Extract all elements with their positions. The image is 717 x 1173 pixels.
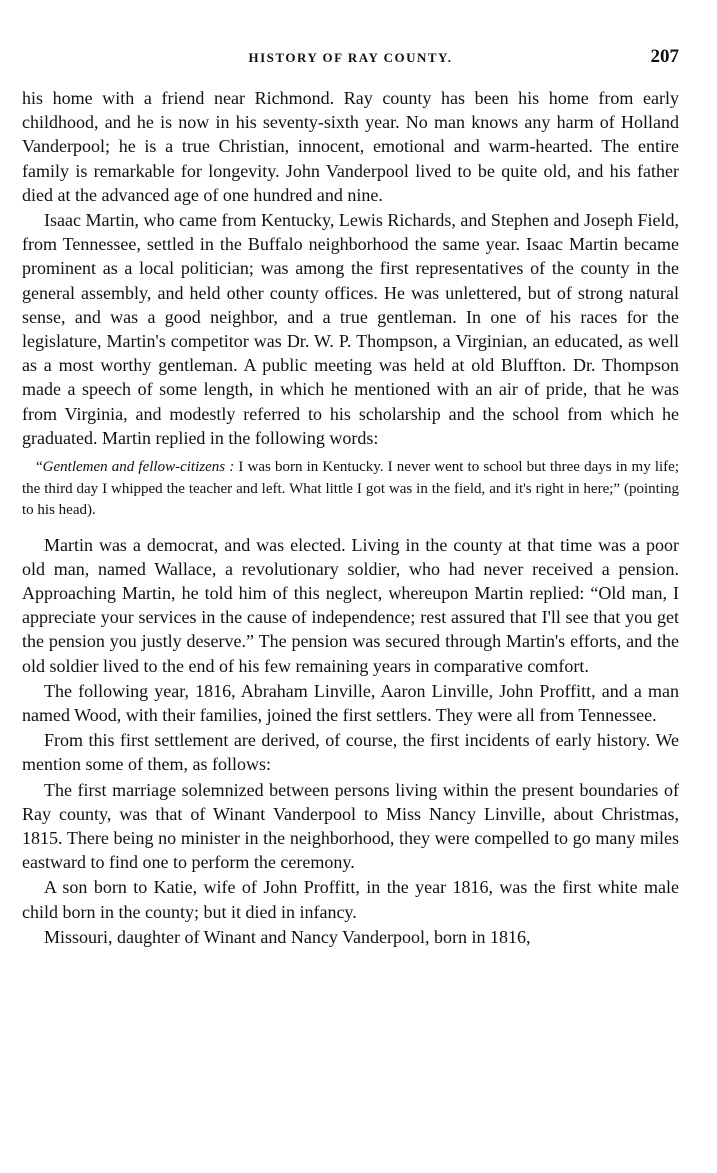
paragraph-6: The first marriage solemnized between persons living within the present boundaries of Ray county, was that of Winant Vanderpool to Miss Nancy Linville, about Christmas, 1815. There being no minister in the neighborhood, they were compelled to go many miles eastward to find one to perform the ceremony. xyxy=(22,779,679,873)
paragraph-7: A son born to Katie, wife of John Proffitt, in the year 1816, was the first white male child born in the county; but it died in infancy. xyxy=(22,877,679,922)
paragraph-1: his home with a friend near Richmond. Ray county has been his home from early childhood, and he is now in his seventy-sixth year. No man knows any harm of Holland Vanderpool; he is a true Christian, innocent, emotional and warm-hearted. The entire family is remarkable for longevity. John Vanderpool lived to be quite old, and his father died at the advanced age of one hundred and nine. xyxy=(22,88,679,205)
page-body xyxy=(22,86,679,949)
page-header xyxy=(22,46,679,72)
block-quote xyxy=(22,457,679,522)
paragraph-2: Isaac Martin, who came from Kentucky, Lewis Richards, and Stephen and Joseph Field, from Tennessee, settled in the Buffalo neighborhood the same year. Isaac Martin became prominent as a local politician; was among the first representatives of the county in the general assembly, and held other county offices. He was unlettered, but of strong natural sense, and was a good neighbor, and a true gentleman. In one of his races for the legislature, Martin's competitor was Dr. W. P. Thompson, a Virginian, an educated, as well as a most worthy gentleman. A public meeting was held at old Bluffton. Dr. Thompson made a speech of some length, in which he mentioned with an air of pride, that he was from Virginia, and modestly referred to his scholarship and the school from which he graduated. Martin replied in the following words: xyxy=(22,210,679,448)
quote-text: I was born in Kentucky. I never went to school but three days in my life; the third day I whipped the teacher and left. What little I got was in the field, and it's right in here;” (pointing to his head). xyxy=(22,459,679,519)
paragraph-3: Martin was a democrat, and was elected. Living in the county at that time was a poor old man, named Wallace, a revolutionary soldier, who had never received a pension. Approaching Martin, he told him of this neglect, whereupon Martin replied: “Old man, I appreciate your services in the cause of independence; rest assured that I'll see that you get the pension you justly deserve.” The pension was secured through Martin's efforts, and the old soldier lived to the end of his few remaining years in comparative comfort. xyxy=(22,534,679,676)
page-number: 207 xyxy=(650,46,679,67)
quote-open-mark: “ xyxy=(36,459,43,476)
paragraph-4: The following year, 1816, Abraham Linville, Aaron Linville, John Proffitt, and a man named Wood, with their families, joined the first settlers. They were all from Tennessee. xyxy=(22,680,679,725)
paragraph-8: Missouri, daughter of Winant and Nancy Vanderpool, born in 1816, xyxy=(44,926,531,947)
quote-salutation: Gentlemen and fellow-citizens : xyxy=(42,459,235,476)
paragraph-5: From this first settlement are derived, of course, the first incidents of early history. We mention some of them, as follows: xyxy=(22,730,679,775)
running-title: HISTORY OF RAY COUNTY. xyxy=(248,50,453,65)
